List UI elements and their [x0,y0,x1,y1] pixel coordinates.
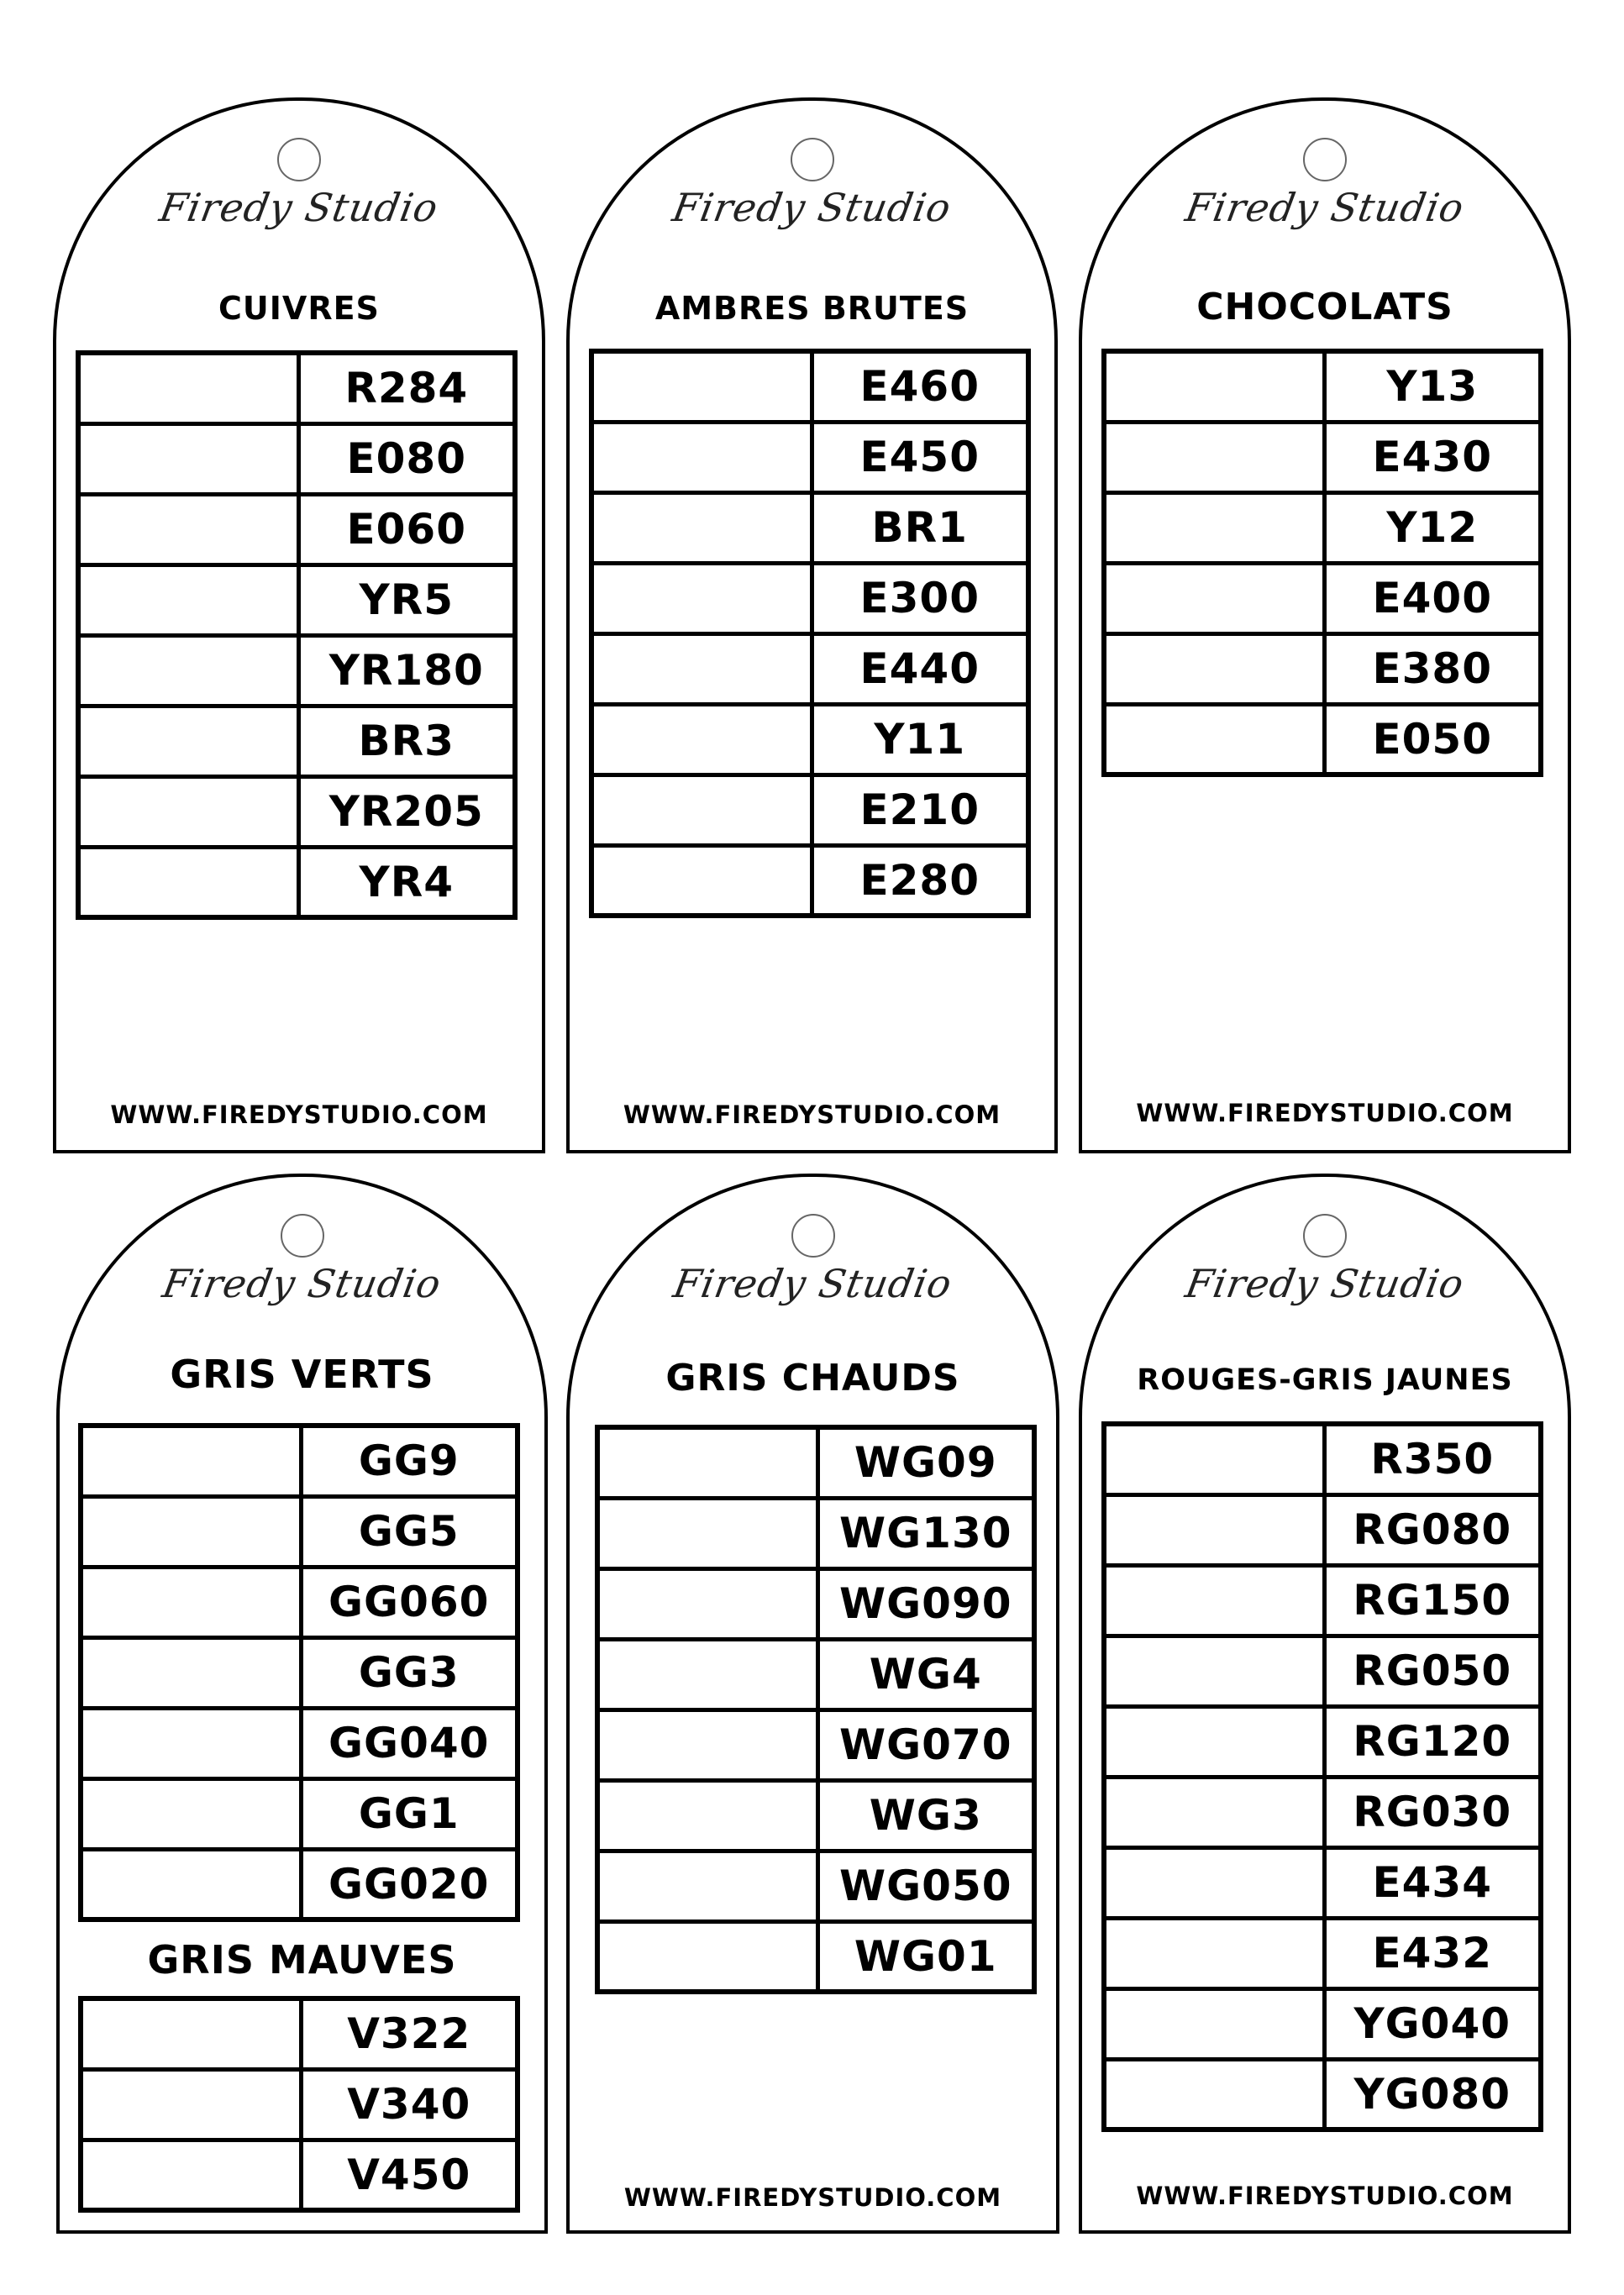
code-cell: V322 [301,1998,518,2069]
code-cell: E280 [812,845,1028,916]
table-row [1104,563,1541,633]
blank-cell [81,1708,301,1778]
punch-hole [281,1214,324,1258]
blank-cell [1104,1706,1324,1777]
punch-hole [1303,138,1347,181]
blank-cell [1104,1424,1324,1494]
blank-cell [1104,1636,1324,1706]
code-cell: WG050 [817,1851,1034,1921]
blank-cell [1104,633,1324,704]
blank-cell [81,1849,301,1920]
table-row [78,706,515,776]
table-row [81,1637,518,1708]
section-title: GRIS CHAUDS [665,1357,960,1400]
table-row [78,635,515,706]
blank-cell [78,353,298,423]
brand-logo: Firedy Studio [159,1261,445,1306]
color-tag-rouges-gris-jaunes [1079,1174,1571,2234]
code-cell: GG020 [301,1849,518,1920]
code-cell: RG080 [1324,1494,1541,1565]
blank-cell [597,1498,817,1568]
table-row [81,1496,518,1567]
section-title: GRIS MAUVES [147,1937,457,1983]
blank-cell [1104,563,1324,633]
website-url: WWW.FIREDYSTUDIO.COM [110,1100,488,1129]
punch-hole [277,138,321,181]
table-row [81,1567,518,1637]
blank-cell [81,2140,301,2210]
blank-cell [1104,1494,1324,1565]
table-row [591,633,1028,704]
blank-cell [597,1780,817,1851]
code-cell: E440 [812,633,1028,704]
section-title: ROUGES-GRIS JAUNES [1137,1363,1513,1397]
table-row [78,353,515,423]
code-table [78,1423,520,1922]
blank-cell [78,494,298,565]
blank-cell [81,1426,301,1496]
table-row [78,847,515,917]
table-row [591,351,1028,422]
code-cell: YG040 [1324,1988,1541,2059]
code-table [595,1425,1037,1994]
blank-cell [78,706,298,776]
blank-cell [597,1709,817,1780]
code-cell: E210 [812,775,1028,845]
table-row [591,422,1028,492]
code-cell: E300 [812,563,1028,633]
blank-cell [1104,1565,1324,1636]
code-cell: E380 [1324,633,1541,704]
code-cell: WG01 [817,1921,1034,1992]
table-row [1104,1636,1541,1706]
section-title: CUIVRES [218,290,380,327]
code-cell: YG080 [1324,2059,1541,2130]
code-cell: RG030 [1324,1777,1541,1847]
blank-cell [1104,1988,1324,2059]
blank-cell [78,776,298,847]
code-cell: E050 [1324,704,1541,775]
table-row [1104,633,1541,704]
code-cell: YR4 [298,847,515,917]
table-row [78,565,515,635]
code-cell: GG3 [301,1637,518,1708]
blank-cell [81,1778,301,1849]
code-cell: E430 [1324,422,1541,492]
table-row [1104,1706,1541,1777]
blank-cell [591,422,812,492]
code-cell: WG070 [817,1709,1034,1780]
code-cell: BR1 [812,492,1028,563]
code-cell: RG120 [1324,1706,1541,1777]
blank-cell [1104,1847,1324,1918]
punch-hole [1303,1214,1347,1258]
blank-cell [1104,1777,1324,1847]
blank-cell [78,635,298,706]
code-cell: Y13 [1324,351,1541,422]
blank-cell [591,351,812,422]
color-tag-gris-chauds [566,1174,1059,2234]
code-table [589,349,1031,918]
blank-cell [1104,704,1324,775]
website-url: WWW.FIREDYSTUDIO.COM [623,2183,1002,2212]
code-cell: WG09 [817,1427,1034,1498]
table-row [81,1998,518,2069]
blank-cell [597,1921,817,1992]
blank-cell [81,2069,301,2140]
code-cell: GG1 [301,1778,518,1849]
table-row [1104,1565,1541,1636]
color-tag-gris-verts [56,1174,548,2234]
code-cell: WG4 [817,1639,1034,1709]
table-row [1104,1847,1541,1918]
code-cell: V450 [301,2140,518,2210]
table-row [78,776,515,847]
table-row [591,845,1028,916]
table-row [1104,492,1541,563]
table-row [591,563,1028,633]
blank-cell [78,565,298,635]
section-title: GRIS VERTS [170,1352,434,1397]
blank-cell [1104,422,1324,492]
blank-cell [1104,492,1324,563]
code-cell: WG090 [817,1568,1034,1639]
code-cell: GG5 [301,1496,518,1567]
blank-cell [1104,2059,1324,2130]
code-cell: E080 [298,423,515,494]
brand-logo: Firedy Studio [156,185,442,230]
blank-cell [81,1998,301,2069]
brand-logo: Firedy Studio [670,1261,956,1306]
section-title: AMBRES BRUTES [654,290,970,327]
table-row [81,2140,518,2210]
code-cell: E432 [1324,1918,1541,1988]
code-cell: WG130 [817,1498,1034,1568]
blank-cell [81,1496,301,1567]
code-table [1101,349,1543,777]
blank-cell [597,1639,817,1709]
table-row [1104,351,1541,422]
table-row [597,1709,1034,1780]
table-row [597,1780,1034,1851]
blank-cell [591,704,812,775]
blank-cell [591,775,812,845]
website-url: WWW.FIREDYSTUDIO.COM [623,1100,1001,1129]
code-cell: R284 [298,353,515,423]
code-cell: R350 [1324,1424,1541,1494]
blank-cell [591,563,812,633]
code-cell: Y12 [1324,492,1541,563]
section-title: CHOCOLATS [1196,286,1453,328]
table-row [597,1851,1034,1921]
brand-logo: Firedy Studio [669,185,955,230]
blank-cell [597,1568,817,1639]
code-cell: GG9 [301,1426,518,1496]
table-row [81,1849,518,1920]
table-row [81,1708,518,1778]
table-row [1104,1494,1541,1565]
table-row [591,775,1028,845]
blank-cell [1104,1918,1324,1988]
code-table [76,350,518,920]
table-row [1104,1988,1541,2059]
table-row [1104,422,1541,492]
code-cell: E450 [812,422,1028,492]
table-row [1104,2059,1541,2130]
table-row [1104,1918,1541,1988]
website-url: WWW.FIREDYSTUDIO.COM [1136,1099,1514,1127]
table-row [597,1921,1034,1992]
table-row [597,1498,1034,1568]
code-cell: E060 [298,494,515,565]
code-cell: E460 [812,351,1028,422]
website-url: WWW.FIREDYSTUDIO.COM [1136,2182,1514,2210]
code-cell: RG150 [1324,1565,1541,1636]
blank-cell [78,847,298,917]
code-cell: GG060 [301,1567,518,1637]
blank-cell [1104,351,1324,422]
table-row [78,423,515,494]
blank-cell [591,492,812,563]
code-cell: E400 [1324,563,1541,633]
code-cell: Y11 [812,704,1028,775]
punch-hole [791,1214,835,1258]
code-cell: GG040 [301,1708,518,1778]
code-cell: YR180 [298,635,515,706]
blank-cell [81,1567,301,1637]
table-row [1104,1777,1541,1847]
code-table [78,1996,520,2213]
code-cell: WG3 [817,1780,1034,1851]
color-tag-cuivres [53,97,545,1153]
table-row [597,1427,1034,1498]
brand-logo: Firedy Studio [1182,185,1468,230]
code-table [1101,1421,1543,2132]
code-cell: BR3 [298,706,515,776]
code-cell: V340 [301,2069,518,2140]
code-cell: E434 [1324,1847,1541,1918]
code-cell: RG050 [1324,1636,1541,1706]
table-row [597,1639,1034,1709]
table-row [591,704,1028,775]
blank-cell [597,1427,817,1498]
blank-cell [81,1637,301,1708]
table-row [81,2069,518,2140]
table-row [78,494,515,565]
table-row [1104,704,1541,775]
table-row [81,1778,518,1849]
table-row [81,1426,518,1496]
blank-cell [591,633,812,704]
color-tag-ambres-brutes [566,97,1058,1153]
table-row [1104,1424,1541,1494]
code-cell: YR205 [298,776,515,847]
brand-logo: Firedy Studio [1182,1261,1468,1306]
table-row [597,1568,1034,1639]
punch-hole [791,138,834,181]
blank-cell [597,1851,817,1921]
table-row [591,492,1028,563]
blank-cell [78,423,298,494]
color-tag-chocolats [1079,97,1571,1153]
code-cell: YR5 [298,565,515,635]
blank-cell [591,845,812,916]
